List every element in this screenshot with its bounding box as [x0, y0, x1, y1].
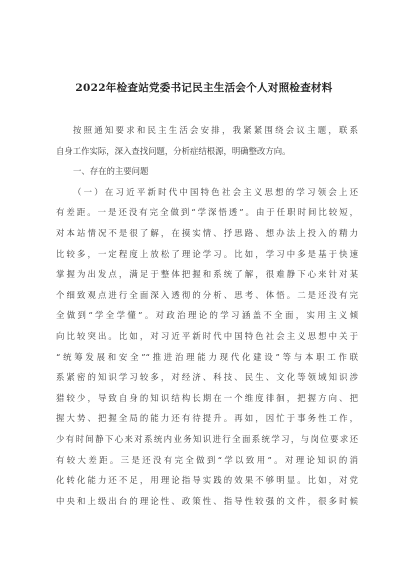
text-line: 猎较少，导致自身的知识结构长期在一个维度徘徊，把握方向、把: [56, 392, 358, 403]
text-line: （一）在习近平新时代中国特色社会主义思想的学习领会上还: [73, 186, 358, 197]
document-title: 2022年检查站党委书记民主生活会个人对照检查材料: [75, 82, 333, 94]
text-line: 化转化能力还不足，用理论指导实践的效果不够明显。比如，对党: [56, 475, 358, 486]
text-line: 向比较突出。比如，对习近平新时代中国特色社会主义思想中关于: [56, 331, 358, 341]
text-line: 中央和上级出台的理论性、政策性、指导性较强的文件，很多时候: [56, 495, 358, 506]
text-line: 个细致观点进行全面深入透彻的分析、思考、体悟。二是还没有完: [56, 289, 358, 300]
text-line: 一、存在的主要问题: [73, 166, 149, 177]
text-line: 握大势、把握全局的能力还有待提升。再如，因忙于事务性工作，: [56, 413, 358, 424]
text-line: 对本站情况不是很了解，在摸实情、抒思路、想办法上投入的精力: [56, 228, 358, 238]
text-line: 有较大差距。三是还没有完全做到“学以致用”。对理论知识的消: [56, 454, 358, 465]
text-line: 掌握为出发点，满足于整体把握和系统了解，很难静下心来针对某: [56, 269, 358, 280]
text-line: 自身工作实际，深入查找问题，分析症结根源，明确整改方向。: [56, 145, 291, 156]
text-line: 按照通知要求和民主生活会安排，我紧紧围绕会议主题，联系: [73, 125, 358, 135]
text-line: “统筹发展和安全”“推进治理能力现代化建设”等与本职工作联: [56, 351, 358, 362]
text-line: 有差距。一是还没有完全做到“学深悟透”。由于任职时间比较短，: [56, 207, 358, 218]
text-line: 比较多，一定程度上放松了理论学习。比如，学习中多是基于快速: [56, 248, 358, 259]
text-line: 少有时间静下心来对系统内业务知识进行全面系统学习，与岗位要求还: [56, 434, 358, 444]
text-line: 系紧密的知识学习较多，对经济、科技、民生、文化等领域知识涉: [56, 372, 358, 383]
text-line: 全做到“学全学懂”。对政治理论的学习涵盖不全面，实用主义倾: [56, 310, 358, 321]
